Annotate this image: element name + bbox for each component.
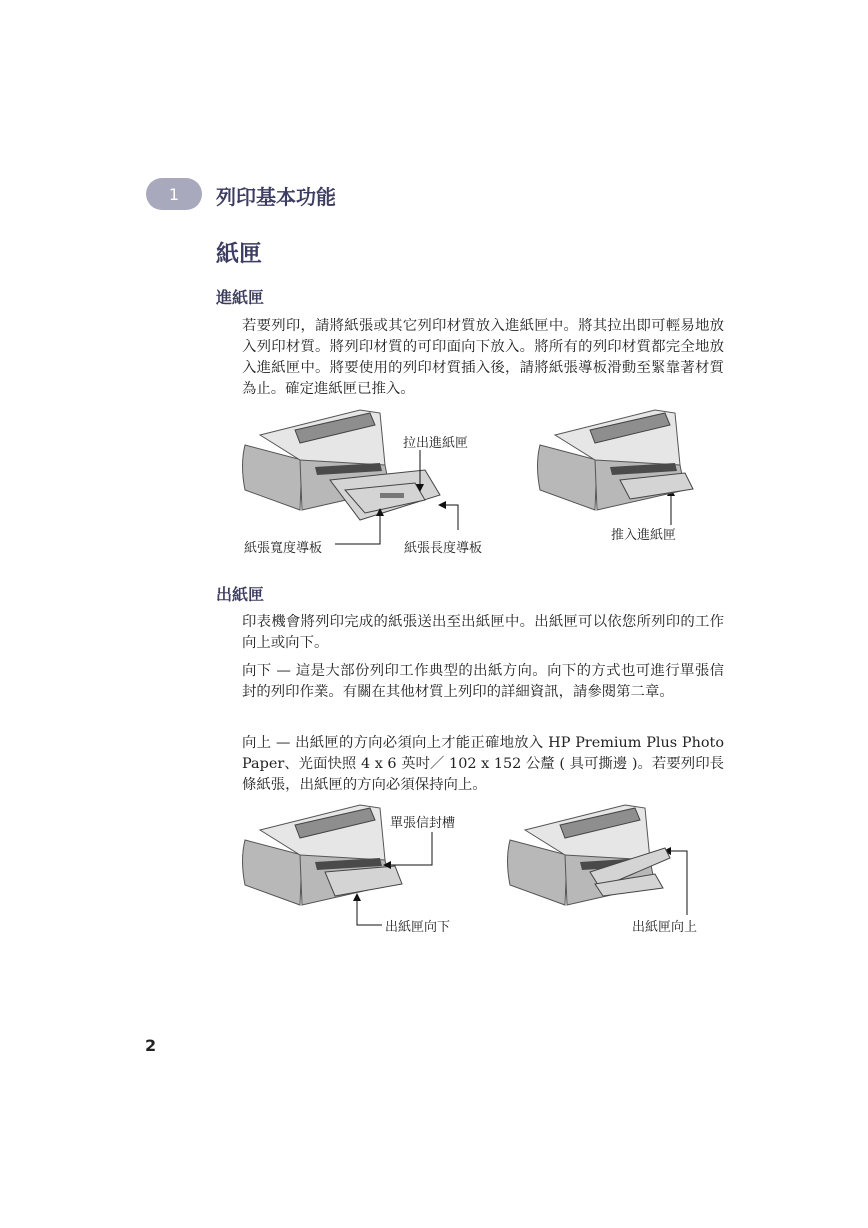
callout-push-in-tray: 推入進紙匣 bbox=[611, 528, 677, 543]
output-tray-heading: 出紙匣 bbox=[216, 585, 265, 604]
callout-tray-up: 出紙匣向上 bbox=[632, 920, 698, 935]
input-tray-paragraph: 若要列印，請將紙張或其它列印材質放入進紙匣中。將其拉出即可輕易地放入列印材質。將列印材質的可印面向下放入。將所有的列印材質都完全地放入進紙匣中。將要使用的列印材質插入後，請將紙張導板滑動至緊靠著材質為止。確定進紙匣已推入。 bbox=[242, 318, 724, 397]
printer-output-tray-up-illustration bbox=[505, 800, 680, 910]
page-number: 2 bbox=[145, 1036, 157, 1055]
callout-length-guide: 紙張長度導板 bbox=[404, 541, 483, 556]
chapter-number: 1 bbox=[168, 184, 180, 204]
callout-tray-down: 出紙匣向下 bbox=[385, 920, 451, 935]
callout-pull-out-tray: 拉出進紙匣 bbox=[403, 436, 469, 451]
input-tray-heading: 進紙匣 bbox=[216, 288, 265, 307]
output-tray-paragraph-3: 向上 — 出紙匣的方向必須向上才能正確地放入 HP Premium Plus Photo Paper、光面快照 4 x 6 英吋／ 102 x 152 公釐 ( 具可撕邊 )。若要列印長條紙張，出紙匣的方向必須保持向上。 bbox=[242, 735, 724, 793]
chapter-title: 列印基本功能 bbox=[216, 185, 336, 209]
output-tray-paragraph-1: 印表機會將列印完成的紙張送出至出紙匣中。出紙匣可以依您所列印的工作向上或向下。 bbox=[242, 614, 724, 651]
section-title: 紙匣 bbox=[216, 241, 262, 267]
callout-envelope-slot: 單張信封槽 bbox=[390, 816, 456, 831]
callout-width-guide: 紙張寬度導板 bbox=[244, 541, 323, 556]
output-tray-paragraph-2: 向下 — 這是大部份列印工作典型的出紙方向。向下的方式也可進行單張信封的列印作業。有關在其他材質上列印的詳細資訊，請參閱第二章。 bbox=[242, 663, 724, 700]
